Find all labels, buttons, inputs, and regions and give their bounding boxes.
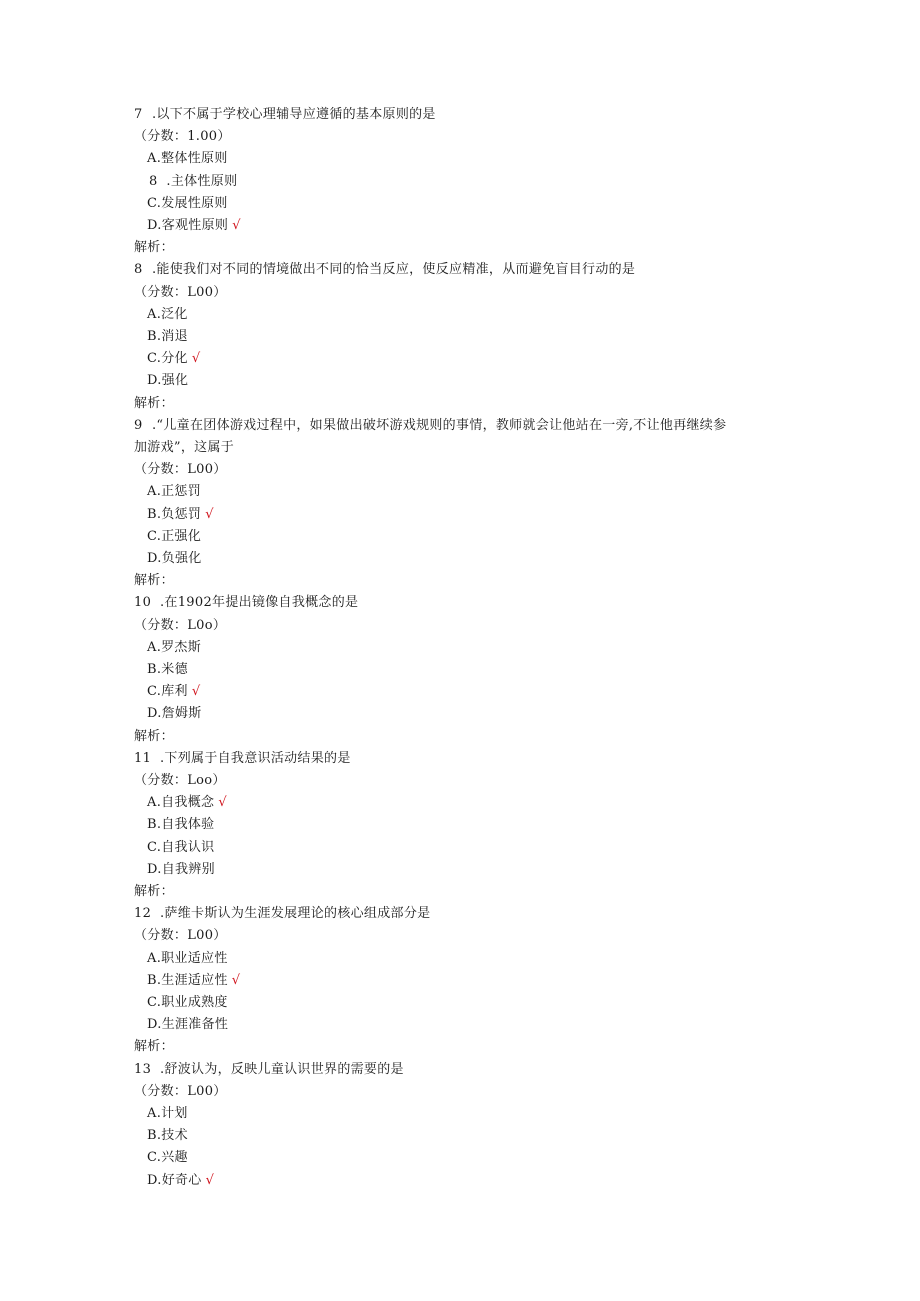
- question-stem: [134, 1062, 404, 1078]
- answer-option: [147, 706, 202, 722]
- analysis-label: [134, 396, 174, 412]
- question-number: 8: [134, 262, 143, 277]
- analysis-label: [134, 1039, 174, 1055]
- answer-option-text: D.负强化: [147, 551, 202, 566]
- analysis-label: [134, 240, 174, 256]
- answer-option-text: C.兴趣: [147, 1150, 188, 1165]
- question-score: [134, 1084, 227, 1100]
- answer-option-text: D.好奇心: [147, 1173, 202, 1188]
- answer-option: [147, 373, 188, 389]
- answer-option-text: D.客观性原则: [147, 218, 229, 233]
- answer-option: [147, 1128, 188, 1144]
- answer-option: [147, 196, 228, 212]
- answer-option: [147, 640, 201, 656]
- answer-option: [147, 484, 201, 500]
- answer-option: [147, 862, 215, 878]
- answer-option-text: B.技术: [147, 1128, 188, 1143]
- question-stem-text: 加游戏”，这属于: [134, 440, 235, 455]
- answer-option-text: C.库利: [147, 684, 188, 699]
- answer-option: [147, 817, 215, 833]
- question-stem-text: .以下不属于学校心理辅导应遵循的基本原则的是: [152, 107, 436, 122]
- question-score-text: （分数：L0o）: [134, 618, 227, 633]
- question-number: 7: [134, 107, 143, 122]
- answer-option: [147, 218, 241, 234]
- answer-option-text: 8 .主体性原则: [149, 174, 238, 189]
- answer-option: [147, 351, 200, 367]
- answer-option-text: B.米德: [147, 662, 188, 677]
- question-number: 11: [134, 751, 152, 766]
- analysis-label-text: 解析：: [134, 396, 174, 411]
- answer-option: [147, 551, 202, 567]
- question-score: [134, 462, 227, 478]
- question-stem-text: .萨维卡斯认为生涯发展理论的核心组成部分是: [160, 906, 431, 921]
- analysis-label-text: 解析：: [134, 573, 174, 588]
- question-stem-text: .在1902年提出镜像自我概念的是: [160, 595, 359, 610]
- answer-option-text: B.负惩罚: [147, 507, 202, 522]
- answer-option: [147, 1106, 188, 1122]
- question-stem: [134, 262, 635, 278]
- answer-option: [147, 840, 214, 856]
- question-score-text: （分数：1.00）: [134, 129, 231, 144]
- answer-option-text: C.分化: [147, 351, 188, 366]
- answer-option: [147, 995, 228, 1011]
- answer-option: [147, 795, 227, 811]
- answer-option-text: D.生涯准备性: [147, 1017, 229, 1032]
- question-stem-text: .下列属于自我意识活动结果的是: [160, 751, 351, 766]
- answer-option-text: C.自我认识: [147, 840, 215, 855]
- question-stem-text: .“儿童在团体游戏过程中，如果做出破坏游戏规则的事情，教师就会让他站在一旁,不让他再继续参: [152, 418, 727, 433]
- question-stem-continued: [134, 440, 234, 456]
- question-score: [134, 285, 227, 301]
- answer-option: [147, 507, 214, 523]
- answer-option-text: C.发展性原则: [147, 196, 228, 211]
- answer-option-text: A.罗杰斯: [147, 640, 202, 655]
- question-score-text: （分数：Loo）: [134, 773, 226, 788]
- question-stem-text: .舒波认为，反映儿童认识世界的需要的是: [160, 1062, 404, 1077]
- question-stem: [134, 906, 430, 922]
- answer-option-text: A.职业适应性: [147, 951, 228, 966]
- question-score-text: （分数：L00）: [134, 928, 227, 943]
- answer-option: [147, 1017, 228, 1033]
- answer-option: [147, 307, 188, 323]
- answer-option: [147, 684, 200, 700]
- answer-option: [147, 973, 240, 989]
- answer-option-text: A.自我概念: [147, 795, 215, 810]
- answer-option-text: A.泛化: [147, 307, 188, 322]
- correct-check-icon: √: [205, 1173, 215, 1188]
- answer-option: [147, 1173, 214, 1189]
- answer-option: [149, 174, 237, 190]
- answer-option: [147, 329, 188, 345]
- analysis-label-text: 解析：: [134, 240, 174, 255]
- answer-option: [147, 529, 201, 545]
- analysis-label-text: 解析：: [134, 1039, 174, 1054]
- answer-option-text: A.正惩罚: [147, 484, 202, 499]
- question-stem: [134, 418, 726, 434]
- analysis-label: [134, 729, 174, 745]
- analysis-label-text: 解析：: [134, 729, 174, 744]
- answer-option-text: B.消退: [147, 329, 188, 344]
- answer-option: [147, 151, 228, 167]
- question-number: 12: [134, 906, 152, 921]
- answer-option-text: D.自我辨别: [147, 862, 215, 877]
- question-number: 10: [134, 595, 152, 610]
- answer-option-text: B.自我体验: [147, 817, 215, 832]
- question-score-text: （分数：L00）: [134, 285, 227, 300]
- answer-option: [147, 662, 188, 678]
- correct-check-icon: √: [205, 507, 214, 522]
- question-stem-text: .能使我们对不同的情境做出不同的恰当反应，使反应精准，从而避免盲目行动的是: [152, 262, 636, 277]
- answer-option: [147, 1150, 188, 1166]
- analysis-label-text: 解析：: [134, 884, 174, 899]
- question-score: [134, 618, 226, 634]
- correct-check-icon: √: [232, 218, 241, 233]
- question-score: [134, 773, 226, 789]
- question-score: [134, 129, 231, 145]
- analysis-label: [134, 884, 174, 900]
- question-stem: [134, 751, 351, 767]
- answer-option-text: C.职业成熟度: [147, 995, 228, 1010]
- answer-option-text: C.正强化: [147, 529, 202, 544]
- question-stem: [134, 107, 436, 123]
- question-number: 9: [134, 418, 143, 433]
- answer-option: [147, 951, 228, 967]
- answer-option-text: A.计划: [147, 1106, 188, 1121]
- question-number: 13: [134, 1062, 152, 1077]
- correct-check-icon: √: [231, 973, 241, 988]
- question-score-text: （分数：L00）: [134, 1084, 227, 1099]
- question-score-text: （分数：L00）: [134, 462, 227, 477]
- analysis-label: [134, 573, 174, 589]
- correct-check-icon: √: [191, 351, 201, 366]
- answer-option-text: D.詹姆斯: [147, 706, 202, 721]
- answer-option-text: B.生涯适应性: [147, 973, 228, 988]
- question-stem: [134, 595, 358, 611]
- question-score: [134, 928, 227, 944]
- answer-option-text: A.整体性原则: [147, 151, 228, 166]
- answer-option-text: D.强化: [147, 373, 189, 388]
- correct-check-icon: √: [218, 795, 227, 810]
- correct-check-icon: √: [191, 684, 201, 699]
